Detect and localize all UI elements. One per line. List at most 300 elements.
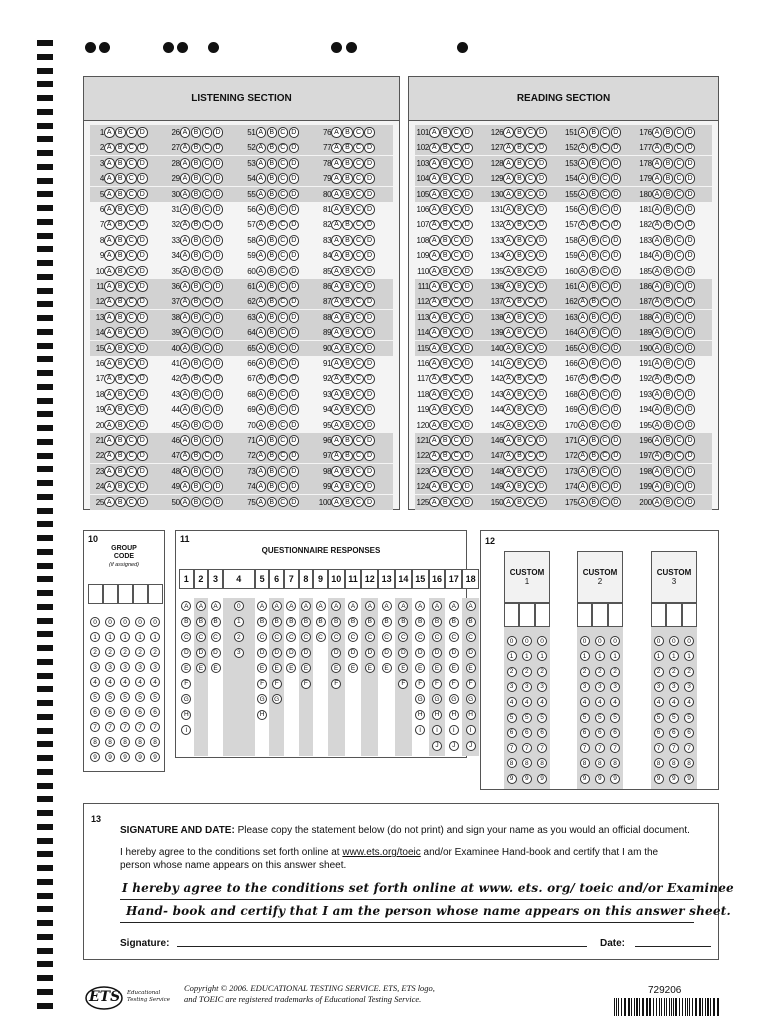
answer-bubble-d[interactable]: D	[364, 358, 375, 369]
custom-digit-bubble[interactable]: 2	[507, 667, 517, 677]
answer-bubble-b[interactable]: B	[115, 173, 126, 184]
answer-bubble-a[interactable]: A	[331, 358, 342, 369]
answer-bubble-d[interactable]: D	[289, 343, 300, 354]
questionnaire-bubble[interactable]: A	[432, 601, 442, 611]
answer-bubble-a[interactable]: A	[652, 297, 663, 308]
answer-bubble-b[interactable]: B	[342, 235, 353, 246]
questionnaire-bubble[interactable]: B	[181, 617, 191, 627]
answer-bubble-b[interactable]: B	[663, 235, 674, 246]
answer-bubble-b[interactable]: B	[589, 250, 600, 261]
answer-bubble-a[interactable]: A	[104, 466, 115, 477]
custom-digit-bubble[interactable]: 5	[580, 713, 590, 723]
questionnaire-bubble[interactable]: I	[432, 725, 442, 735]
digit-bubble[interactable]: 5	[135, 692, 145, 702]
answer-bubble-b[interactable]: B	[663, 312, 674, 323]
answer-bubble-a[interactable]: A	[652, 281, 663, 292]
answer-bubble-b[interactable]: B	[514, 173, 525, 184]
answer-bubble-a[interactable]: A	[429, 389, 440, 400]
questionnaire-bubble[interactable]: B	[398, 617, 408, 627]
custom-digit-bubble[interactable]: 1	[610, 651, 620, 661]
digit-bubble[interactable]: 0	[90, 617, 100, 627]
group-code-entry-box[interactable]	[88, 584, 103, 604]
custom-entry-box[interactable]	[666, 603, 681, 627]
answer-bubble-a[interactable]: A	[180, 266, 191, 277]
answer-bubble-c[interactable]: C	[278, 420, 289, 431]
answer-bubble-b[interactable]: B	[514, 327, 525, 338]
answer-bubble-a[interactable]: A	[256, 481, 267, 492]
answer-bubble-a[interactable]: A	[429, 420, 440, 431]
answer-bubble-b[interactable]: B	[115, 466, 126, 477]
answer-bubble-c[interactable]: C	[451, 235, 462, 246]
answer-bubble-c[interactable]: C	[353, 358, 364, 369]
answer-bubble-b[interactable]: B	[589, 204, 600, 215]
answer-bubble-d[interactable]: D	[685, 281, 696, 292]
custom-digit-bubble[interactable]: 6	[537, 728, 547, 738]
answer-bubble-d[interactable]: D	[213, 127, 224, 138]
answer-bubble-a[interactable]: A	[331, 127, 342, 138]
answer-bubble-b[interactable]: B	[663, 250, 674, 261]
answer-bubble-b[interactable]: B	[440, 389, 451, 400]
answer-bubble-b[interactable]: B	[514, 127, 525, 138]
answer-bubble-c[interactable]: C	[278, 343, 289, 354]
answer-bubble-d[interactable]: D	[462, 343, 473, 354]
answer-bubble-c[interactable]: C	[451, 451, 462, 462]
answer-bubble-c[interactable]: C	[674, 204, 685, 215]
answer-bubble-c[interactable]: C	[126, 481, 137, 492]
questionnaire-bubble[interactable]: A	[316, 601, 326, 611]
answer-bubble-b[interactable]: B	[191, 466, 202, 477]
answer-bubble-b[interactable]: B	[342, 281, 353, 292]
answer-bubble-a[interactable]: A	[503, 127, 514, 138]
answer-bubble-c[interactable]: C	[451, 189, 462, 200]
questionnaire-bubble[interactable]: B	[211, 617, 221, 627]
answer-bubble-d[interactable]: D	[611, 420, 622, 431]
answer-bubble-d[interactable]: D	[137, 158, 148, 169]
answer-bubble-b[interactable]: B	[514, 451, 525, 462]
answer-bubble-d[interactable]: D	[289, 358, 300, 369]
questionnaire-bubble[interactable]: I	[181, 725, 191, 735]
answer-bubble-b[interactable]: B	[514, 358, 525, 369]
questionnaire-bubble[interactable]: D	[331, 648, 341, 658]
custom-digit-bubble[interactable]: 6	[684, 728, 694, 738]
answer-bubble-a[interactable]: A	[256, 389, 267, 400]
answer-bubble-b[interactable]: B	[440, 343, 451, 354]
questionnaire-bubble[interactable]: E	[286, 663, 296, 673]
questionnaire-bubble[interactable]: G	[449, 694, 459, 704]
answer-bubble-b[interactable]: B	[267, 220, 278, 231]
custom-digit-bubble[interactable]: 0	[595, 636, 605, 646]
answer-bubble-a[interactable]: A	[180, 358, 191, 369]
questionnaire-bubble[interactable]: F	[257, 679, 267, 689]
questionnaire-bubble[interactable]: I	[415, 725, 425, 735]
answer-bubble-a[interactable]: A	[578, 127, 589, 138]
custom-digit-bubble[interactable]: 3	[507, 682, 517, 692]
answer-bubble-d[interactable]: D	[462, 281, 473, 292]
answer-bubble-d[interactable]: D	[364, 497, 375, 508]
answer-bubble-c[interactable]: C	[126, 204, 137, 215]
answer-bubble-a[interactable]: A	[429, 127, 440, 138]
answer-bubble-c[interactable]: C	[600, 404, 611, 415]
answer-bubble-a[interactable]: A	[104, 420, 115, 431]
answer-bubble-a[interactable]: A	[429, 451, 440, 462]
answer-bubble-a[interactable]: A	[578, 420, 589, 431]
custom-entry-box[interactable]	[535, 603, 550, 627]
answer-bubble-a[interactable]: A	[503, 250, 514, 261]
custom-digit-bubble[interactable]: 3	[522, 682, 532, 692]
answer-bubble-c[interactable]: C	[353, 343, 364, 354]
answer-bubble-a[interactable]: A	[331, 143, 342, 154]
answer-bubble-d[interactable]: D	[611, 343, 622, 354]
answer-bubble-b[interactable]: B	[191, 143, 202, 154]
answer-bubble-a[interactable]: A	[180, 189, 191, 200]
answer-bubble-a[interactable]: A	[578, 343, 589, 354]
answer-bubble-d[interactable]: D	[536, 358, 547, 369]
answer-bubble-a[interactable]: A	[104, 343, 115, 354]
answer-bubble-a[interactable]: A	[578, 158, 589, 169]
answer-bubble-c[interactable]: C	[202, 266, 213, 277]
answer-bubble-b[interactable]: B	[589, 143, 600, 154]
answer-bubble-a[interactable]: A	[578, 389, 589, 400]
custom-digit-bubble[interactable]: 4	[580, 697, 590, 707]
answer-bubble-b[interactable]: B	[115, 220, 126, 231]
answer-bubble-a[interactable]: A	[331, 466, 342, 477]
custom-digit-bubble[interactable]: 1	[595, 651, 605, 661]
answer-bubble-a[interactable]: A	[256, 250, 267, 261]
answer-bubble-d[interactable]: D	[137, 358, 148, 369]
answer-bubble-c[interactable]: C	[600, 358, 611, 369]
answer-bubble-d[interactable]: D	[137, 343, 148, 354]
answer-bubble-d[interactable]: D	[462, 466, 473, 477]
answer-bubble-a[interactable]: A	[331, 497, 342, 508]
questionnaire-bubble[interactable]: F	[272, 679, 282, 689]
answer-bubble-a[interactable]: A	[652, 127, 663, 138]
questionnaire-bubble[interactable]: H	[181, 710, 191, 720]
answer-bubble-c[interactable]: C	[525, 220, 536, 231]
answer-bubble-d[interactable]: D	[289, 189, 300, 200]
answer-bubble-b[interactable]: B	[663, 297, 674, 308]
custom-digit-bubble[interactable]: 4	[595, 697, 605, 707]
answer-bubble-b[interactable]: B	[589, 466, 600, 477]
answer-bubble-d[interactable]: D	[611, 404, 622, 415]
custom-digit-bubble[interactable]: 7	[684, 743, 694, 753]
questionnaire-bubble[interactable]: C	[415, 632, 425, 642]
answer-bubble-c[interactable]: C	[600, 497, 611, 508]
custom-digit-bubble[interactable]: 0	[580, 636, 590, 646]
answer-bubble-c[interactable]: C	[451, 281, 462, 292]
answer-bubble-d[interactable]: D	[213, 481, 224, 492]
digit-bubble[interactable]: 5	[120, 692, 130, 702]
answer-bubble-d[interactable]: D	[536, 451, 547, 462]
questionnaire-bubble[interactable]: B	[316, 617, 326, 627]
answer-bubble-d[interactable]: D	[611, 235, 622, 246]
answer-bubble-c[interactable]: C	[202, 481, 213, 492]
digit-bubble[interactable]: 3	[120, 662, 130, 672]
answer-bubble-c[interactable]: C	[674, 312, 685, 323]
answer-bubble-c[interactable]: C	[674, 466, 685, 477]
questionnaire-bubble[interactable]: H	[466, 710, 476, 720]
answer-bubble-d[interactable]: D	[685, 343, 696, 354]
answer-bubble-d[interactable]: D	[137, 143, 148, 154]
answer-bubble-c[interactable]: C	[353, 420, 364, 431]
answer-bubble-d[interactable]: D	[611, 158, 622, 169]
answer-bubble-d[interactable]: D	[462, 220, 473, 231]
answer-bubble-c[interactable]: C	[600, 235, 611, 246]
answer-bubble-a[interactable]: A	[104, 204, 115, 215]
answer-bubble-c[interactable]: C	[600, 297, 611, 308]
answer-bubble-b[interactable]: B	[440, 297, 451, 308]
answer-bubble-a[interactable]: A	[429, 266, 440, 277]
custom-digit-bubble[interactable]: 2	[522, 667, 532, 677]
answer-bubble-c[interactable]: C	[353, 158, 364, 169]
answer-bubble-c[interactable]: C	[525, 497, 536, 508]
answer-bubble-a[interactable]: A	[104, 435, 115, 446]
answer-bubble-c[interactable]: C	[126, 358, 137, 369]
questionnaire-bubble[interactable]: D	[432, 648, 442, 658]
questionnaire-bubble[interactable]: E	[301, 663, 311, 673]
questionnaire-bubble[interactable]: C	[331, 632, 341, 642]
answer-bubble-c[interactable]: C	[525, 435, 536, 446]
answer-bubble-d[interactable]: D	[289, 404, 300, 415]
questionnaire-bubble[interactable]: C	[211, 632, 221, 642]
questionnaire-bubble[interactable]: E	[272, 663, 282, 673]
answer-bubble-b[interactable]: B	[514, 297, 525, 308]
digit-bubble[interactable]: 6	[90, 707, 100, 717]
questionnaire-bubble[interactable]: D	[348, 648, 358, 658]
custom-digit-bubble[interactable]: 3	[610, 682, 620, 692]
answer-bubble-b[interactable]: B	[115, 281, 126, 292]
answer-bubble-b[interactable]: B	[440, 404, 451, 415]
answer-bubble-c[interactable]: C	[674, 158, 685, 169]
answer-bubble-b[interactable]: B	[589, 327, 600, 338]
custom-digit-bubble[interactable]: 4	[537, 697, 547, 707]
questionnaire-bubble[interactable]: B	[415, 617, 425, 627]
digit-bubble[interactable]: 9	[105, 752, 115, 762]
answer-bubble-b[interactable]: B	[115, 497, 126, 508]
digit-bubble[interactable]: 8	[150, 737, 160, 747]
answer-bubble-c[interactable]: C	[353, 404, 364, 415]
answer-bubble-d[interactable]: D	[536, 497, 547, 508]
answer-bubble-d[interactable]: D	[685, 451, 696, 462]
custom-digit-bubble[interactable]: 2	[610, 667, 620, 677]
answer-bubble-d[interactable]: D	[685, 189, 696, 200]
answer-bubble-d[interactable]: D	[289, 173, 300, 184]
answer-bubble-a[interactable]: A	[652, 158, 663, 169]
answer-bubble-a[interactable]: A	[104, 266, 115, 277]
answer-bubble-b[interactable]: B	[115, 358, 126, 369]
answer-bubble-c[interactable]: C	[451, 358, 462, 369]
answer-bubble-b[interactable]: B	[589, 189, 600, 200]
answer-bubble-b[interactable]: B	[440, 173, 451, 184]
answer-bubble-d[interactable]: D	[536, 404, 547, 415]
answer-bubble-a[interactable]: A	[578, 297, 589, 308]
answer-bubble-c[interactable]: C	[353, 297, 364, 308]
answer-bubble-c[interactable]: C	[278, 466, 289, 477]
custom-entry-box[interactable]	[592, 603, 607, 627]
answer-bubble-b[interactable]: B	[440, 327, 451, 338]
digit-bubble[interactable]: 9	[135, 752, 145, 762]
answer-bubble-c[interactable]: C	[353, 204, 364, 215]
questionnaire-bubble[interactable]: E	[382, 663, 392, 673]
answer-bubble-a[interactable]: A	[652, 389, 663, 400]
answer-bubble-b[interactable]: B	[663, 481, 674, 492]
answer-bubble-a[interactable]: A	[503, 158, 514, 169]
questionnaire-bubble[interactable]: G	[415, 694, 425, 704]
answer-bubble-b[interactable]: B	[342, 158, 353, 169]
answer-bubble-d[interactable]: D	[137, 497, 148, 508]
questionnaire-bubble[interactable]: C	[181, 632, 191, 642]
answer-bubble-b[interactable]: B	[115, 404, 126, 415]
answer-bubble-c[interactable]: C	[451, 404, 462, 415]
answer-bubble-d[interactable]: D	[137, 266, 148, 277]
digit-bubble[interactable]: 1	[105, 632, 115, 642]
custom-digit-bubble[interactable]: 0	[684, 636, 694, 646]
answer-bubble-b[interactable]: B	[191, 420, 202, 431]
answer-bubble-d[interactable]: D	[137, 312, 148, 323]
answer-bubble-a[interactable]: A	[180, 158, 191, 169]
questionnaire-bubble[interactable]: A	[449, 601, 459, 611]
answer-bubble-d[interactable]: D	[289, 204, 300, 215]
questionnaire-bubble[interactable]: I	[466, 725, 476, 735]
questionnaire-bubble[interactable]: D	[286, 648, 296, 658]
digit-bubble[interactable]: 2	[120, 647, 130, 657]
answer-bubble-c[interactable]: C	[525, 343, 536, 354]
answer-bubble-c[interactable]: C	[353, 435, 364, 446]
answer-bubble-d[interactable]: D	[536, 250, 547, 261]
answer-bubble-c[interactable]: C	[451, 497, 462, 508]
answer-bubble-d[interactable]: D	[213, 420, 224, 431]
digit-bubble[interactable]: 8	[105, 737, 115, 747]
answer-bubble-a[interactable]: A	[180, 420, 191, 431]
answer-bubble-b[interactable]: B	[115, 189, 126, 200]
answer-bubble-c[interactable]: C	[126, 389, 137, 400]
answer-bubble-c[interactable]: C	[451, 127, 462, 138]
answer-bubble-a[interactable]: A	[180, 312, 191, 323]
custom-digit-bubble[interactable]: 5	[669, 713, 679, 723]
answer-bubble-b[interactable]: B	[191, 189, 202, 200]
digit-bubble[interactable]: 0	[150, 617, 160, 627]
answer-bubble-d[interactable]: D	[137, 404, 148, 415]
answer-bubble-b[interactable]: B	[115, 204, 126, 215]
answer-bubble-d[interactable]: D	[364, 250, 375, 261]
answer-bubble-a[interactable]: A	[331, 297, 342, 308]
answer-bubble-d[interactable]: D	[137, 281, 148, 292]
answer-bubble-c[interactable]: C	[600, 189, 611, 200]
custom-digit-bubble[interactable]: 7	[654, 743, 664, 753]
answer-bubble-d[interactable]: D	[462, 451, 473, 462]
answer-bubble-b[interactable]: B	[440, 266, 451, 277]
questionnaire-bubble[interactable]: G	[466, 694, 476, 704]
custom-digit-bubble[interactable]: 5	[522, 713, 532, 723]
answer-bubble-c[interactable]: C	[674, 173, 685, 184]
answer-bubble-d[interactable]: D	[462, 481, 473, 492]
answer-bubble-d[interactable]: D	[213, 451, 224, 462]
answer-bubble-a[interactable]: A	[256, 374, 267, 385]
answer-bubble-d[interactable]: D	[685, 158, 696, 169]
answer-bubble-a[interactable]: A	[180, 127, 191, 138]
custom-digit-bubble[interactable]: 3	[595, 682, 605, 692]
answer-bubble-a[interactable]: A	[503, 327, 514, 338]
answer-bubble-b[interactable]: B	[342, 312, 353, 323]
answer-bubble-d[interactable]: D	[137, 235, 148, 246]
answer-bubble-a[interactable]: A	[331, 204, 342, 215]
answer-bubble-a[interactable]: A	[503, 343, 514, 354]
group-code-entry-box[interactable]	[148, 584, 163, 604]
answer-bubble-d[interactable]: D	[137, 220, 148, 231]
answer-bubble-c[interactable]: C	[202, 389, 213, 400]
answer-bubble-d[interactable]: D	[536, 204, 547, 215]
answer-bubble-b[interactable]: B	[115, 158, 126, 169]
answer-bubble-b[interactable]: B	[267, 497, 278, 508]
answer-bubble-c[interactable]: C	[126, 173, 137, 184]
digit-bubble[interactable]: 2	[105, 647, 115, 657]
answer-bubble-d[interactable]: D	[685, 404, 696, 415]
answer-bubble-b[interactable]: B	[663, 389, 674, 400]
answer-bubble-d[interactable]: D	[611, 481, 622, 492]
answer-bubble-a[interactable]: A	[180, 250, 191, 261]
answer-bubble-b[interactable]: B	[440, 358, 451, 369]
answer-bubble-c[interactable]: C	[451, 420, 462, 431]
custom-digit-bubble[interactable]: 5	[610, 713, 620, 723]
answer-bubble-d[interactable]: D	[536, 327, 547, 338]
answer-bubble-a[interactable]: A	[180, 451, 191, 462]
questionnaire-bubble[interactable]: J	[466, 741, 476, 751]
answer-bubble-c[interactable]: C	[451, 374, 462, 385]
answer-bubble-b[interactable]: B	[267, 312, 278, 323]
questionnaire-bubble[interactable]: E	[432, 663, 442, 673]
group-code-entry-box[interactable]	[103, 584, 118, 604]
answer-bubble-c[interactable]: C	[600, 250, 611, 261]
custom-digit-bubble[interactable]: 3	[669, 682, 679, 692]
answer-bubble-a[interactable]: A	[503, 466, 514, 477]
answer-bubble-a[interactable]: A	[331, 189, 342, 200]
answer-bubble-b[interactable]: B	[267, 451, 278, 462]
answer-bubble-c[interactable]: C	[278, 497, 289, 508]
answer-bubble-c[interactable]: C	[202, 404, 213, 415]
questionnaire-bubble[interactable]: C	[301, 632, 311, 642]
answer-bubble-c[interactable]: C	[525, 266, 536, 277]
custom-digit-bubble[interactable]: 8	[684, 758, 694, 768]
answer-bubble-d[interactable]: D	[364, 189, 375, 200]
custom-digit-bubble[interactable]: 4	[654, 697, 664, 707]
custom-digit-bubble[interactable]: 6	[595, 728, 605, 738]
answer-bubble-a[interactable]: A	[503, 143, 514, 154]
digit-bubble[interactable]: 3	[90, 662, 100, 672]
answer-bubble-d[interactable]: D	[213, 204, 224, 215]
answer-bubble-c[interactable]: C	[353, 220, 364, 231]
answer-bubble-a[interactable]: A	[331, 235, 342, 246]
answer-bubble-d[interactable]: D	[213, 404, 224, 415]
custom-digit-bubble[interactable]: 8	[610, 758, 620, 768]
answer-bubble-a[interactable]: A	[503, 266, 514, 277]
answer-bubble-d[interactable]: D	[289, 451, 300, 462]
answer-bubble-b[interactable]: B	[342, 266, 353, 277]
answer-bubble-c[interactable]: C	[278, 451, 289, 462]
answer-bubble-b[interactable]: B	[514, 312, 525, 323]
custom-digit-bubble[interactable]: 4	[669, 697, 679, 707]
questionnaire-bubble[interactable]: D	[272, 648, 282, 658]
answer-bubble-b[interactable]: B	[115, 374, 126, 385]
answer-bubble-c[interactable]: C	[126, 312, 137, 323]
answer-bubble-a[interactable]: A	[331, 481, 342, 492]
answer-bubble-b[interactable]: B	[589, 481, 600, 492]
answer-bubble-b[interactable]: B	[115, 389, 126, 400]
questionnaire-bubble[interactable]: C	[398, 632, 408, 642]
answer-bubble-b[interactable]: B	[342, 466, 353, 477]
answer-bubble-b[interactable]: B	[440, 220, 451, 231]
answer-bubble-b[interactable]: B	[589, 451, 600, 462]
answer-bubble-c[interactable]: C	[126, 158, 137, 169]
answer-bubble-a[interactable]: A	[256, 220, 267, 231]
